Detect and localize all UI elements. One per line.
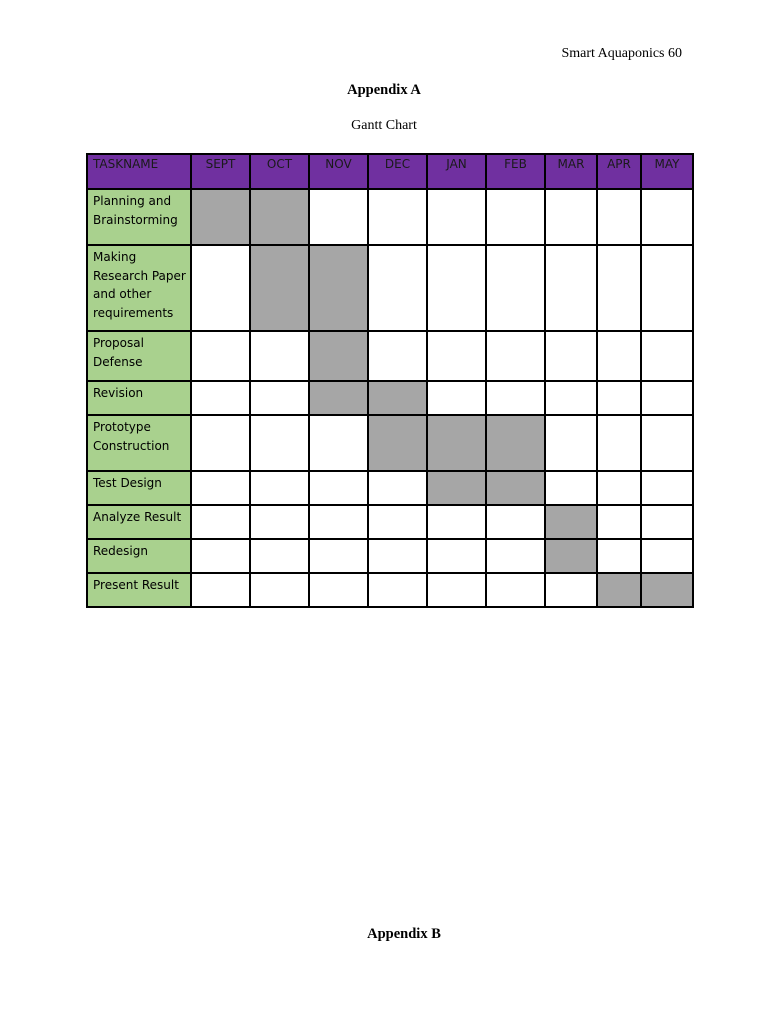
task-name-cell: Present Result bbox=[87, 573, 191, 607]
gantt-row bbox=[87, 415, 693, 471]
gantt-empty-cell bbox=[641, 539, 693, 573]
gantt-active-cell bbox=[309, 331, 368, 381]
gantt-empty-cell bbox=[368, 189, 427, 245]
gantt-empty-cell bbox=[545, 415, 597, 471]
gantt-active-cell bbox=[368, 381, 427, 415]
gantt-empty-cell bbox=[250, 573, 309, 607]
month-header-may: MAY bbox=[641, 154, 693, 189]
task-name-cell: Redesign bbox=[87, 539, 191, 573]
gantt-empty-cell bbox=[191, 415, 250, 471]
gantt-empty-cell bbox=[545, 331, 597, 381]
gantt-empty-cell bbox=[368, 471, 427, 505]
gantt-empty-cell bbox=[597, 189, 641, 245]
task-name-cell: Test Design bbox=[87, 471, 191, 505]
gantt-active-cell bbox=[486, 471, 545, 505]
month-header-dec: DEC bbox=[368, 154, 427, 189]
gantt-empty-cell bbox=[368, 245, 427, 331]
gantt-empty-cell bbox=[309, 505, 368, 539]
gantt-empty-cell bbox=[641, 245, 693, 331]
gantt-row bbox=[87, 573, 693, 607]
month-header-feb: FEB bbox=[486, 154, 545, 189]
month-header-jan: JAN bbox=[427, 154, 486, 189]
gantt-active-cell bbox=[309, 245, 368, 331]
gantt-chart-subheading: Gantt Chart bbox=[351, 118, 417, 133]
gantt-empty-cell bbox=[486, 245, 545, 331]
gantt-active-cell bbox=[427, 471, 486, 505]
month-header-nov: NOV bbox=[309, 154, 368, 189]
gantt-empty-cell bbox=[641, 381, 693, 415]
gantt-active-cell bbox=[486, 415, 545, 471]
gantt-empty-cell bbox=[597, 505, 641, 539]
gantt-empty-cell bbox=[486, 505, 545, 539]
gantt-empty-cell bbox=[641, 415, 693, 471]
gantt-row bbox=[87, 381, 693, 415]
gantt-empty-cell bbox=[641, 189, 693, 245]
gantt-empty-cell bbox=[545, 381, 597, 415]
gantt-empty-cell bbox=[427, 331, 486, 381]
gantt-empty-cell bbox=[250, 415, 309, 471]
gantt-empty-cell bbox=[427, 505, 486, 539]
gantt-active-cell bbox=[250, 245, 309, 331]
gantt-empty-cell bbox=[597, 331, 641, 381]
month-header-oct: OCT bbox=[250, 154, 309, 189]
appendix-b-heading: Appendix B bbox=[367, 926, 441, 942]
gantt-active-cell bbox=[191, 189, 250, 245]
gantt-empty-cell bbox=[427, 539, 486, 573]
running-head: Smart Aquaponics 60 bbox=[561, 46, 682, 61]
gantt-empty-cell bbox=[597, 539, 641, 573]
gantt-empty-cell bbox=[545, 573, 597, 607]
gantt-row bbox=[87, 245, 693, 331]
gantt-empty-cell bbox=[250, 505, 309, 539]
gantt-empty-cell bbox=[545, 189, 597, 245]
gantt-empty-cell bbox=[641, 471, 693, 505]
task-name-cell: Analyze Result bbox=[87, 505, 191, 539]
gantt-empty-cell bbox=[641, 505, 693, 539]
gantt-empty-cell bbox=[191, 471, 250, 505]
gantt-active-cell bbox=[641, 573, 693, 607]
gantt-row bbox=[87, 539, 693, 573]
gantt-table bbox=[86, 153, 694, 608]
gantt-empty-cell bbox=[597, 415, 641, 471]
task-name-cell: Revision bbox=[87, 381, 191, 415]
gantt-empty-cell bbox=[486, 573, 545, 607]
gantt-empty-cell bbox=[368, 505, 427, 539]
gantt-empty-cell bbox=[486, 539, 545, 573]
gantt-empty-cell bbox=[486, 381, 545, 415]
task-name-cell: Prototype Construction bbox=[87, 415, 191, 471]
gantt-empty-cell bbox=[545, 245, 597, 331]
gantt-empty-cell bbox=[250, 539, 309, 573]
gantt-empty-cell bbox=[191, 573, 250, 607]
gantt-empty-cell bbox=[309, 573, 368, 607]
month-header-mar: MAR bbox=[545, 154, 597, 189]
gantt-active-cell bbox=[545, 539, 597, 573]
month-header-sept: SEPT bbox=[191, 154, 250, 189]
gantt-active-cell bbox=[545, 505, 597, 539]
gantt-empty-cell bbox=[191, 539, 250, 573]
task-name-header: TASKNAME bbox=[87, 154, 191, 189]
appendix-a-heading: Appendix A bbox=[347, 82, 421, 98]
gantt-empty-cell bbox=[191, 505, 250, 539]
gantt-empty-cell bbox=[427, 381, 486, 415]
gantt-empty-cell bbox=[309, 539, 368, 573]
gantt-empty-cell bbox=[427, 573, 486, 607]
gantt-body bbox=[87, 189, 693, 607]
gantt-empty-cell bbox=[486, 331, 545, 381]
month-header-apr: APR bbox=[597, 154, 641, 189]
gantt-empty-cell bbox=[191, 245, 250, 331]
gantt-row bbox=[87, 189, 693, 245]
task-name-cell: Proposal Defense bbox=[87, 331, 191, 381]
gantt-active-cell bbox=[368, 415, 427, 471]
gantt-empty-cell bbox=[309, 471, 368, 505]
gantt-empty-cell bbox=[427, 245, 486, 331]
gantt-empty-cell bbox=[486, 189, 545, 245]
gantt-empty-cell bbox=[597, 381, 641, 415]
task-name-cell: Planning and Brainstorming bbox=[87, 189, 191, 245]
gantt-empty-cell bbox=[545, 471, 597, 505]
gantt-empty-cell bbox=[597, 471, 641, 505]
gantt-empty-cell bbox=[309, 415, 368, 471]
gantt-empty-cell bbox=[641, 331, 693, 381]
gantt-empty-cell bbox=[250, 331, 309, 381]
gantt-empty-cell bbox=[368, 331, 427, 381]
gantt-active-cell bbox=[597, 573, 641, 607]
gantt-empty-cell bbox=[427, 189, 486, 245]
gantt-empty-cell bbox=[191, 331, 250, 381]
task-name-cell: Making Research Paper and other requirements bbox=[87, 245, 191, 331]
gantt-empty-cell bbox=[368, 573, 427, 607]
gantt-empty-cell bbox=[597, 245, 641, 331]
gantt-empty-cell bbox=[309, 189, 368, 245]
gantt-row bbox=[87, 331, 693, 381]
gantt-empty-cell bbox=[250, 471, 309, 505]
gantt-active-cell bbox=[427, 415, 486, 471]
gantt-empty-cell bbox=[250, 381, 309, 415]
gantt-header-row bbox=[87, 154, 693, 189]
gantt-active-cell bbox=[309, 381, 368, 415]
gantt-active-cell bbox=[250, 189, 309, 245]
gantt-empty-cell bbox=[191, 381, 250, 415]
gantt-empty-cell bbox=[368, 539, 427, 573]
gantt-row bbox=[87, 505, 693, 539]
gantt-row bbox=[87, 471, 693, 505]
